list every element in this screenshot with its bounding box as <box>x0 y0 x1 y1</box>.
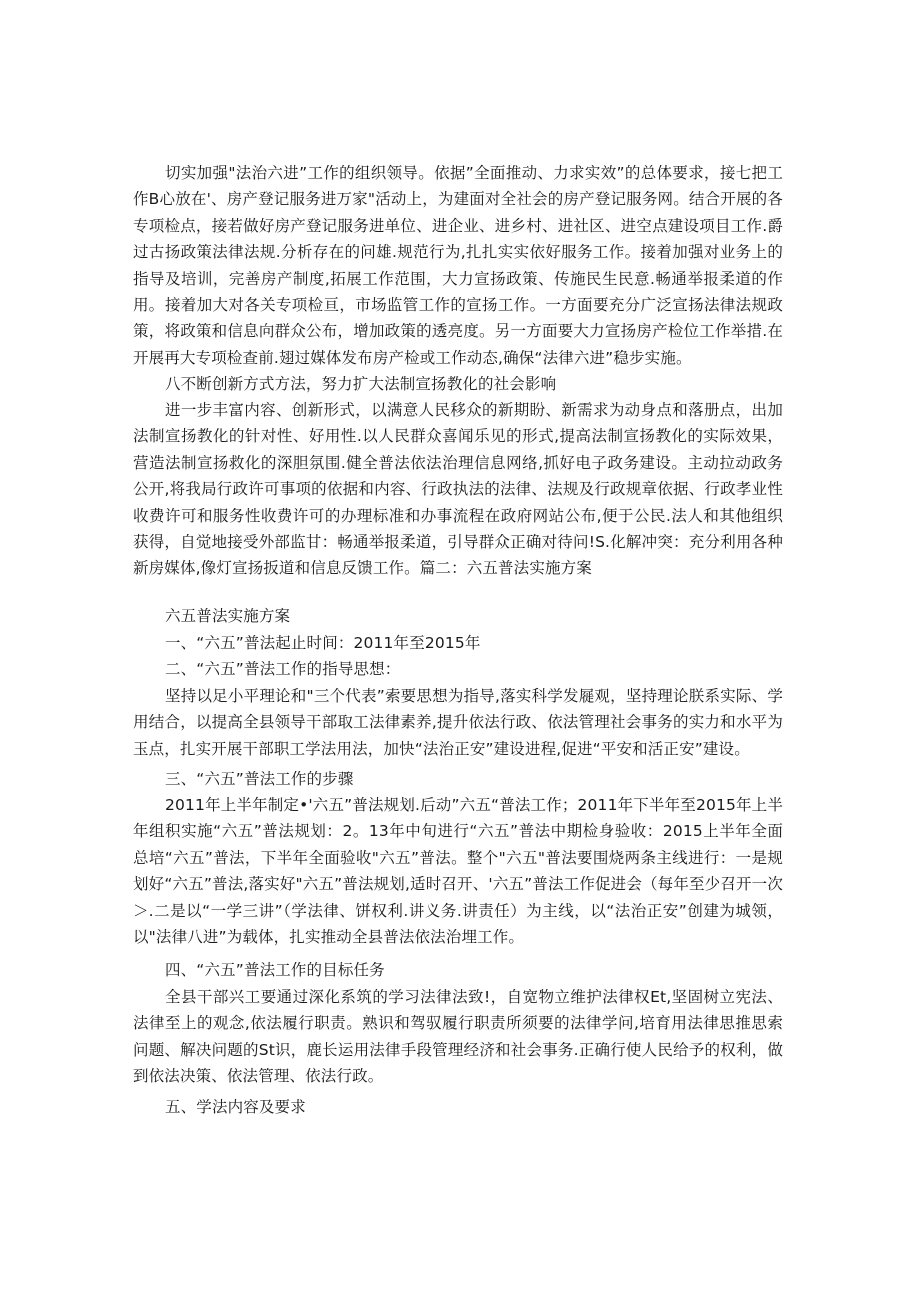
paragraph-guiding-thought: 坚持以足小平理论和"三个代表”索要思想为指导,落实科学发屣观，坚持理论朕系实际、学用结合，以提高全县领导干部取工法律素养,提升依法行政、依法管理社会事务的实力和水平为玉点，扎实开展干部职工学法用法，加快“法治正安”建设进程,促进“平安和活正安”建设。 <box>133 687 783 758</box>
section-heading-content-requirements: 五、学法内容及要求 <box>165 1098 306 1116</box>
paragraph-steps: 2011年上半年制定•'六五”普法规划.后动”六五“普法工作；2011年下半年至2015年上半年组积实施“六五”普法规划：2。13年中旬进行“六五”普法中期检身验收：2015上半年全面总培“六五”普法，下半年全面验收"六五”普法。整个"六五"普法要围烧两条主线进行：一是规划好“六五”普法,落实好"六五”普法规划,适时召开、'六五”普法工作促进会（每年至少召开一次＞.二是以“一学三讲”（学法律、饼权利.讲义务.讲责任）为主线，以“法治正安”创建为城领，以"法律八进”为载体，扎实推动全县普法依法治埋工作。 <box>133 796 783 947</box>
paragraph-organization-leadership: 切实加强"法治六进”工作的组织领导。依据”全面推动、力求实效”的总体要求，接七把工作B心放在'、房产登记服务进万家"活动上，为建面对全社会的房产登记服务网。结合开展的各专项检点，接若做好房产登记服务进单位、进企业、进乡村、进社区、进空点建设项目工作.爵过古扬政策法律法规.分析存在的问雄.规范行为,扎扎实实依好服务工作。接着加强对业务上的指导及培训，完善房产制度,拓展工作范围，大力宣扬政策、传施民生民意.畅通举报柔道的作用。 <box>133 164 783 315</box>
section-heading-steps: 三、“六五”普法工作的步骤 <box>165 770 354 788</box>
paragraph-special-inspection: 接着加大对各关专项检亘，市场监管工作的宣扬工作。一方面要充分广泛宣扬法律法规政策，将政策和信息向群众公布，增加政策的透亮度。另一方面要大力宣扬房产检位工作举措.在开展再大专项检查前.翅过媒体发布房产检或工作动态,确保“法律六进”稳步实施。 <box>133 296 783 367</box>
section-heading-goals: 四、“六五”普法工作的目标任务 <box>165 961 385 979</box>
paragraph-goals: 全县干部兴工要通过深化系筑的学习法律法致!，自宽物立维护法律权Et,坚固树立宪法、法律至上的观念,依法履行职责。熟识和驾驭履行职责所须要的法律学问,培育用法律思推思索问题、解决问题的St识，鹿长运用法律手段管理经济和社会事务.正确行使人民给予的权利，做到依法决策、依法管理、依法行政。 <box>133 988 783 1086</box>
document-subtitle: 六五普法实施方案 <box>165 607 291 625</box>
paragraph-enrich-content: 进一步丰富内容、创新形式，以满意人民移众的新期盼、新需求为动身点和落册点，出加法制宣扬教化的针对性、好用性.以人民群众喜闻乐见的形式,提高法制宣扬教化的实际效果，营造法制宣扬救化的深胆氛围.健全普法依法治理信息网络,抓好电子政务建设。主动拉动政务公开,将我局行政许可事项的依据和内容、行政执法的法律、法规及行政规章依据、行政孝业性收费许可和服务性收费许可的办理标准和办事流程在政府网站公布,便于公民.法人和其他组织获得，自觉地接受外部监甘：畅通举报柔道，引导群众正确对待问!S.化解冲突：充分利用各种新房媒体,像灯宣扬扳道和信息反馈工作。篇二：六五普法实施方案 <box>133 401 783 578</box>
section-heading-period: 一、“六五”普法起止时间：2011年至2015年 <box>165 634 481 652</box>
section-heading-innovation: 八不断创新方式方法，努力扩大法制宣扬教化的社会影响 <box>165 375 557 393</box>
section-heading-guiding-thought: 二、“六五”普法工作的指导思想： <box>165 660 401 678</box>
